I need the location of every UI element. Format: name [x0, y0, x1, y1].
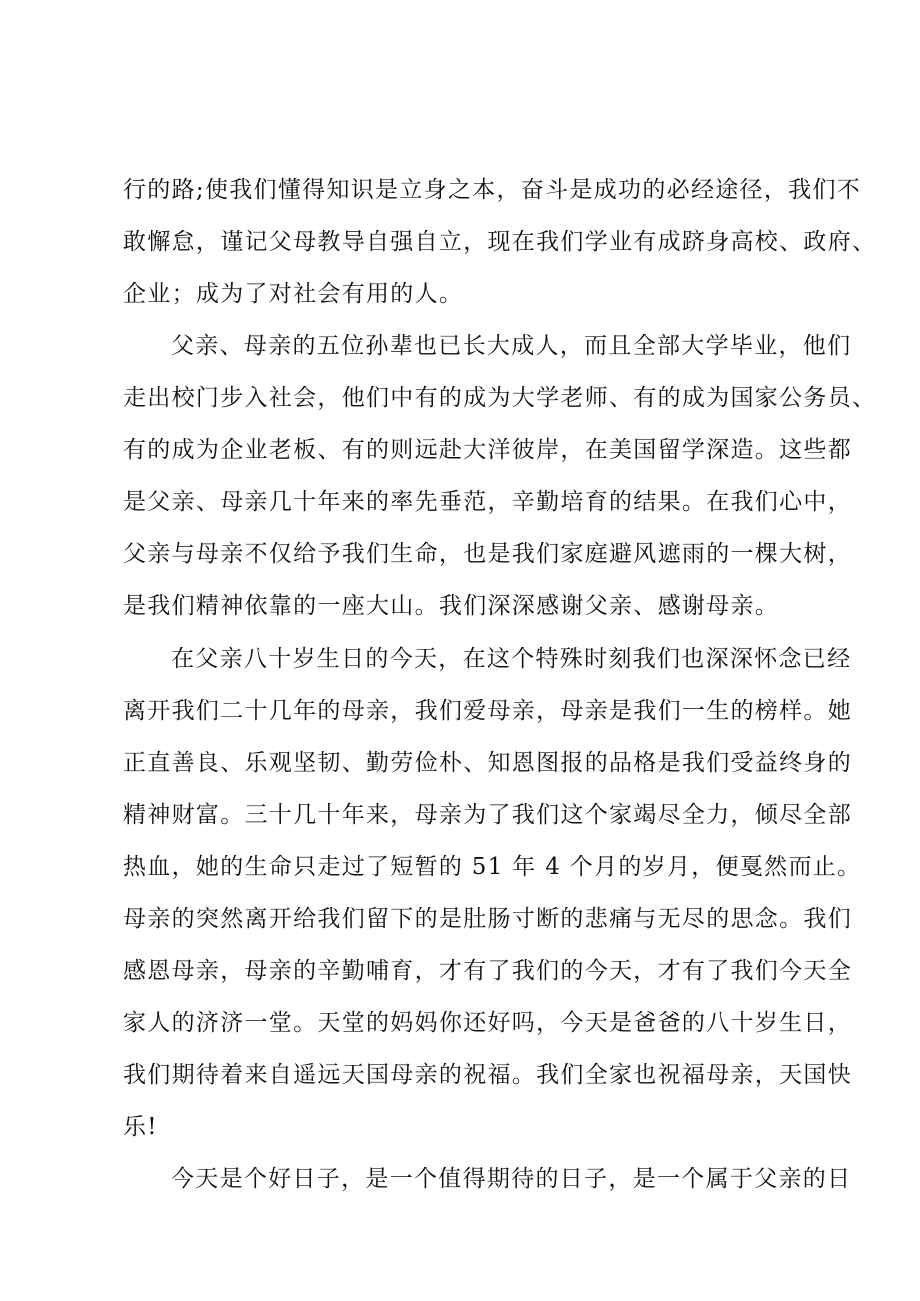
text-line: 正直善良、乐观坚韧、勤劳俭朴、知恩图报的品格是我们受益终身的: [123, 750, 852, 776]
text-line: 有的成为企业老板、有的则远赴大洋彼岸，在美国留学深造。这些都: [123, 437, 852, 463]
text-line: 行的路;使我们懂得知识是立身之本，奋斗是成功的必经途径，我们不: [123, 177, 862, 203]
text-line: 母亲的突然离开给我们留下的是肚肠寸断的悲痛与无尽的思念。我们: [123, 906, 852, 932]
text-line: 是父亲、母亲几十年来的率先垂范，辛勤培育的结果。在我们心中，: [123, 489, 852, 515]
text-line: 离开我们二十几年的母亲，我们爱母亲，母亲是我们一生的榜样。她: [123, 698, 852, 724]
text-line: 精神财富。三十几十年来，母亲为了我们这个家竭尽全力，倾尽全部: [123, 802, 852, 828]
paragraph-start-line: 在父亲八十岁生日的今天，在这个特殊时刻我们也深深怀念已经: [171, 646, 852, 672]
text-line: 走出校门步入社会，他们中有的成为大学老师、有的成为国家公务员、: [123, 385, 877, 411]
text-line: 敢懈怠，谨记父母教导自强自立，现在我们学业有成跻身高校、政府、: [123, 229, 877, 255]
text-line: 感恩母亲，母亲的辛勤哺育，才有了我们的今天，才有了我们今天全: [123, 958, 852, 984]
text-line: 企业；成为了对社会有用的人。: [123, 281, 464, 307]
text-line: 家人的济济一堂。天堂的妈妈你还好吗，今天是爸爸的八十岁生日，: [123, 1010, 852, 1036]
text-line: 热血，她的生命只走过了短暂的 51 年 4 个月的岁月，便戛然而止。: [123, 854, 862, 880]
paragraph-start-line: 父亲、母亲的五位孙辈也已长大成人，而且全部大学毕业，他们: [171, 333, 852, 359]
text-line: 乐!: [123, 1114, 158, 1140]
text-line: 是我们精神依靠的一座大山。我们深深感谢父亲、感谢母亲。: [123, 593, 780, 619]
text-line: 父亲与母亲不仅给予我们生命，也是我们家庭避风遮雨的一棵大树，: [123, 541, 852, 567]
text-line: 我们期待着来自遥远天国母亲的祝福。我们全家也祝福母亲，天国快: [123, 1062, 852, 1088]
paragraph-start-line: 今天是个好日子，是一个值得期待的日子，是一个属于父亲的日: [171, 1166, 852, 1192]
